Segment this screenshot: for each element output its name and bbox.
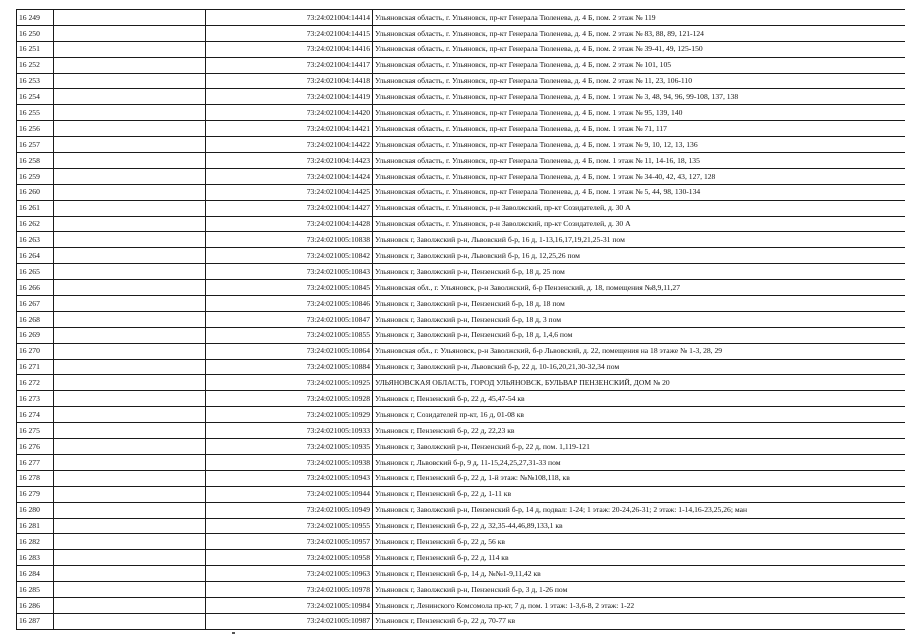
cadastral-number-cell: 73:24:021004:14416: [206, 41, 373, 57]
address-cell: Ульяновск г, Созидателей пр-кт, 16 д, 01-08 кв: [373, 407, 905, 423]
cadastral-number-cell: 73:24:021005:10855: [206, 327, 373, 343]
table-row: [17, 518, 905, 534]
cadastral-number-cell: 73:24:021005:10864: [206, 343, 373, 359]
row-number-cell: 16 251: [17, 41, 54, 57]
table-row: [17, 216, 905, 232]
cadastral-number-cell: 73:24:021005:10943: [206, 470, 373, 486]
row-number-cell: 16 260: [17, 184, 54, 200]
address-cell: Ульяновск г, Заволжский р-н, Пензенский б-р, 22 д, пом. 1,119-121: [373, 439, 905, 455]
row-number-cell: 16 277: [17, 454, 54, 470]
row-number-cell: 16 273: [17, 391, 54, 407]
empty-cell: [54, 375, 206, 391]
row-number-cell: 16 269: [17, 327, 54, 343]
row-number-cell: 16 280: [17, 502, 54, 518]
empty-cell: [54, 486, 206, 502]
address-cell: Ульяновская область, г. Ульяновск, пр-кт Генерала Тюленева, д. 4 Б, пом. 1 этаж № 9, 10, 12, 13, 136: [373, 137, 905, 153]
empty-cell: [54, 264, 206, 280]
table-row: [17, 280, 905, 296]
address-cell: Ульяновская обл., г. Ульяновск, р-н Заволжский, б-р Львовский, д. 22, помещения на 18 этаже № 1-3, 28, 29: [373, 343, 905, 359]
address-cell: Ульяновск г, Пензенский б-р, 22 д, 114 кв: [373, 550, 905, 566]
row-number-cell: 16 263: [17, 232, 54, 248]
address-cell: Ульяновская область, г. Ульяновск, пр-кт Генерала Тюленева, д. 4 Б, пом. 1 этаж № 95, 139, 140: [373, 105, 905, 121]
row-number-cell: 16 249: [17, 10, 54, 26]
address-cell: Ульяновск г, Заволжский р-н, Пензенский б-р, 18 д, 25 пом: [373, 264, 905, 280]
empty-cell: [54, 41, 206, 57]
row-number-cell: 16 279: [17, 486, 54, 502]
table-row: [17, 296, 905, 312]
table-row: [17, 343, 905, 359]
cadastral-number-cell: 73:24:021004:14420: [206, 105, 373, 121]
empty-cell: [54, 280, 206, 296]
cadastral-number-cell: 73:24:021005:10949: [206, 502, 373, 518]
table-row: [17, 264, 905, 280]
address-cell: Ульяновская область, г. Ульяновск, пр-кт Генерала Тюленева, д. 4 Б, пом. 2 этаж № 119: [373, 10, 905, 26]
address-cell: Ульяновск г, Пензенский б-р, 22 д, 1-й этаж: №№108,118, кв: [373, 470, 905, 486]
row-number-cell: 16 272: [17, 375, 54, 391]
cadastral-number-cell: 73:24:021005:10933: [206, 423, 373, 439]
row-number-cell: 16 250: [17, 25, 54, 41]
address-cell: Ульяновская область, г. Ульяновск, р-н Заволжский, пр-кт Созидателей, д. 30 А: [373, 216, 905, 232]
table-row: [17, 184, 905, 200]
row-number-cell: 16 278: [17, 470, 54, 486]
empty-cell: [54, 216, 206, 232]
row-number-cell: 16 261: [17, 200, 54, 216]
table-row: [17, 168, 905, 184]
address-cell: Ульяновск г, Львовский б-р, 9 д, 11-15,24,25,27,31-33 пом: [373, 454, 905, 470]
empty-cell: [54, 613, 206, 629]
empty-cell: [54, 184, 206, 200]
address-cell: Ульяновск г, Заволжский р-н, Львовский б-р, 16 д, 12,25,26 пом: [373, 248, 905, 264]
table-row: [17, 232, 905, 248]
register-body: [17, 10, 905, 630]
table-row: [17, 407, 905, 423]
address-cell: УЛЬЯНОВСКАЯ ОБЛАСТЬ, ГОРОД УЛЬЯНОВСК, БУЛЬВАР ПЕНЗЕНСКИЙ, ДОМ № 20: [373, 375, 905, 391]
address-cell: Ульяновск г, Пензенский б-р, 14 д, №№1-9,11,42 кв: [373, 566, 905, 582]
table-row: [17, 597, 905, 613]
address-cell: Ульяновская обл., г. Ульяновск, р-н Заволжский, б-р Пензенский, д. 18, помещения №8,9,11,27: [373, 280, 905, 296]
empty-cell: [54, 582, 206, 598]
address-cell: Ульяновск г, Пензенский б-р, 22 д, 45,47-54 кв: [373, 391, 905, 407]
empty-cell: [54, 502, 206, 518]
table-row: [17, 137, 905, 153]
row-number-cell: 16 271: [17, 359, 54, 375]
table-row: [17, 613, 905, 629]
cadastral-number-cell: 73:24:021004:14425: [206, 184, 373, 200]
row-number-cell: 16 255: [17, 105, 54, 121]
empty-cell: [54, 57, 206, 73]
cadastral-number-cell: 73:24:021004:14428: [206, 216, 373, 232]
table-row: [17, 423, 905, 439]
cadastral-number-cell: 73:24:021005:10846: [206, 296, 373, 312]
empty-cell: [54, 73, 206, 89]
cadastral-number-cell: 73:24:021005:10978: [206, 582, 373, 598]
address-cell: Ульяновская область, г. Ульяновск, пр-кт Генерала Тюленева, д. 4 Б, пом. 2 этаж № 11, 23, 106-110: [373, 73, 905, 89]
address-cell: Ульяновск г, Пензенский б-р, 22 д, 22,23 кв: [373, 423, 905, 439]
cadastral-number-cell: 73:24:021005:10944: [206, 486, 373, 502]
row-number-cell: 16 275: [17, 423, 54, 439]
empty-cell: [54, 423, 206, 439]
empty-cell: [54, 343, 206, 359]
table-row: [17, 41, 905, 57]
table-row: [17, 534, 905, 550]
address-cell: Ульяновск г, Пензенский б-р, 22 д, 32,35-44,46,89,133,1 кв: [373, 518, 905, 534]
address-cell: Ульяновская область, г. Ульяновск, пр-кт Генерала Тюленева, д. 4 Б, пом. 2 этаж № 101, 105: [373, 57, 905, 73]
row-number-cell: 16 256: [17, 121, 54, 137]
empty-cell: [54, 311, 206, 327]
empty-cell: [54, 534, 206, 550]
table-row: [17, 153, 905, 169]
empty-cell: [54, 327, 206, 343]
table-row: [17, 439, 905, 455]
address-cell: Ульяновск г, Заволжский р-н, Львовский б-р, 16 д, 1-13,16,17,19,21,25-31 пом: [373, 232, 905, 248]
empty-cell: [54, 439, 206, 455]
cadastral-number-cell: 73:24:021005:10842: [206, 248, 373, 264]
cadastral-number-cell: 73:24:021004:14418: [206, 73, 373, 89]
row-number-cell: 16 270: [17, 343, 54, 359]
cadastral-number-cell: 73:24:021005:10955: [206, 518, 373, 534]
table-row: [17, 359, 905, 375]
cadastral-number-cell: 73:24:021004:14417: [206, 57, 373, 73]
empty-cell: [54, 597, 206, 613]
table-row: [17, 391, 905, 407]
empty-cell: [54, 232, 206, 248]
empty-cell: [54, 550, 206, 566]
address-cell: Ульяновск г, Заволжский р-н, Пензенский б-р, 14 д, подвал: 1-24; 1 этаж: 20-24,26-31; 2 этаж: 1-14,16-23,25,26; ман: [373, 502, 905, 518]
address-cell: Ульяновская область, г. Ульяновск, пр-кт Генерала Тюленева, д. 4 Б, пом. 1 этаж № 71, 117: [373, 121, 905, 137]
address-cell: Ульяновск г, Пензенский б-р, 22 д, 70-77 кв: [373, 613, 905, 629]
table-row: [17, 550, 905, 566]
row-number-cell: 16 274: [17, 407, 54, 423]
row-number-cell: 16 268: [17, 311, 54, 327]
row-number-cell: 16 285: [17, 582, 54, 598]
address-cell: Ульяновск г, Заволжский р-н, Пензенский б-р, 18 д, 1,4,6 пом: [373, 327, 905, 343]
cadastral-number-cell: 73:24:021005:10843: [206, 264, 373, 280]
empty-cell: [54, 10, 206, 26]
empty-cell: [54, 407, 206, 423]
empty-cell: [54, 518, 206, 534]
row-number-cell: 16 259: [17, 168, 54, 184]
empty-cell: [54, 391, 206, 407]
row-number-cell: 16 252: [17, 57, 54, 73]
table-row: [17, 311, 905, 327]
row-number-cell: 16 284: [17, 566, 54, 582]
address-cell: Ульяновская область, г. Ульяновск, пр-кт Генерала Тюленева, д. 4 Б, пом. 1 этаж № 3, 48, 94, 96, 99-108, 137, 138: [373, 89, 905, 105]
cadastral-number-cell: 73:24:021005:10838: [206, 232, 373, 248]
table-row: [17, 121, 905, 137]
address-cell: Ульяновск г, Пензенский б-р, 22 д, 1-11 кв: [373, 486, 905, 502]
cadastral-number-cell: 73:24:021005:10987: [206, 613, 373, 629]
row-number-cell: 16 264: [17, 248, 54, 264]
row-number-cell: 16 276: [17, 439, 54, 455]
empty-cell: [54, 137, 206, 153]
empty-cell: [54, 296, 206, 312]
cadastral-number-cell: 73:24:021005:10958: [206, 550, 373, 566]
empty-cell: [54, 89, 206, 105]
empty-cell: [54, 470, 206, 486]
empty-cell: [54, 25, 206, 41]
table-row: [17, 248, 905, 264]
table-row: [17, 200, 905, 216]
address-cell: Ульяновск г, Пензенский б-р, 22 д, 56 кв: [373, 534, 905, 550]
empty-cell: [54, 454, 206, 470]
row-number-cell: 16 265: [17, 264, 54, 280]
cadastral-number-cell: 73:24:021004:14423: [206, 153, 373, 169]
table-row: [17, 582, 905, 598]
cadastral-number-cell: 73:24:021004:14422: [206, 137, 373, 153]
table-row: [17, 73, 905, 89]
cadastral-number-cell: 73:24:021004:14421: [206, 121, 373, 137]
table-row: [17, 454, 905, 470]
row-number-cell: 16 266: [17, 280, 54, 296]
cadastral-number-cell: 73:24:021005:10845: [206, 280, 373, 296]
table-row: [17, 89, 905, 105]
empty-cell: [54, 121, 206, 137]
table-row: [17, 470, 905, 486]
empty-cell: [54, 153, 206, 169]
empty-cell: [54, 200, 206, 216]
cadastral-number-cell: 73:24:021004:14414: [206, 10, 373, 26]
row-number-cell: 16 253: [17, 73, 54, 89]
table-row: [17, 375, 905, 391]
table-row: [17, 57, 905, 73]
address-cell: Ульяновская область, г. Ульяновск, пр-кт Генерала Тюленева, д. 4 Б, пом. 2 этаж № 39-41, 49, 125-150: [373, 41, 905, 57]
row-number-cell: 16 258: [17, 153, 54, 169]
table-row: [17, 105, 905, 121]
address-cell: Ульяновская область, г. Ульяновск, пр-кт Генерала Тюленева, д. 4 Б, пом. 1 этаж № 11, 14-16, 18, 135: [373, 153, 905, 169]
cadastral-number-cell: 73:24:021005:10925: [206, 375, 373, 391]
cadastral-number-cell: 73:24:021005:10928: [206, 391, 373, 407]
empty-cell: [54, 105, 206, 121]
table-row: [17, 25, 905, 41]
cadastral-number-cell: 73:24:021005:10935: [206, 439, 373, 455]
row-number-cell: 16 286: [17, 597, 54, 613]
cadastral-number-cell: 73:24:021005:10847: [206, 311, 373, 327]
table-row: [17, 566, 905, 582]
row-number-cell: 16 282: [17, 534, 54, 550]
address-cell: Ульяновск г, Заволжский р-н, Пензенский б-р, 18 д, 18 пом: [373, 296, 905, 312]
address-cell: Ульяновск г, Ленинского Комсомола пр-кт, 7 д, пом. 1 этаж: 1-3,6-8, 2 этаж: 1-22: [373, 597, 905, 613]
empty-cell: [54, 248, 206, 264]
scan-speck: [232, 632, 235, 634]
address-cell: Ульяновск г, Заволжский р-н, Пензенский б-р, 18 д, 3 пом: [373, 311, 905, 327]
cadastral-number-cell: 73:24:021005:10938: [206, 454, 373, 470]
address-cell: Ульяновская область, г. Ульяновск, р-н Заволжский, пр-кт Созидателей, д. 30 А: [373, 200, 905, 216]
table-row: [17, 10, 905, 26]
cadastral-number-cell: 73:24:021005:10884: [206, 359, 373, 375]
address-cell: Ульяновская область, г. Ульяновск, пр-кт Генерала Тюленева, д. 4 Б, пом. 2 этаж № 83, 88, 89, 121-124: [373, 25, 905, 41]
property-register-table: [16, 9, 905, 630]
empty-cell: [54, 168, 206, 184]
address-cell: Ульяновская область, г. Ульяновск, пр-кт Генерала Тюленева, д. 4 Б, пом. 1 этаж № 34-40, 42, 43, 127, 128: [373, 168, 905, 184]
row-number-cell: 16 287: [17, 613, 54, 629]
cadastral-number-cell: 73:24:021005:10963: [206, 566, 373, 582]
cadastral-number-cell: 73:24:021004:14419: [206, 89, 373, 105]
address-cell: Ульяновск г, Заволжский р-н, Львовский б-р, 22 д, 10-16,20,21,30-32,34 пом: [373, 359, 905, 375]
row-number-cell: 16 262: [17, 216, 54, 232]
cadastral-number-cell: 73:24:021005:10957: [206, 534, 373, 550]
cadastral-number-cell: 73:24:021004:14415: [206, 25, 373, 41]
row-number-cell: 16 281: [17, 518, 54, 534]
row-number-cell: 16 283: [17, 550, 54, 566]
cadastral-number-cell: 73:24:021004:14427: [206, 200, 373, 216]
address-cell: Ульяновск г, Заволжский р-н, Пензенский б-р, 3 д, 1-26 пом: [373, 582, 905, 598]
table-row: [17, 502, 905, 518]
table-row: [17, 327, 905, 343]
cadastral-number-cell: 73:24:021005:10929: [206, 407, 373, 423]
empty-cell: [54, 359, 206, 375]
empty-cell: [54, 566, 206, 582]
row-number-cell: 16 267: [17, 296, 54, 312]
cadastral-number-cell: 73:24:021004:14424: [206, 168, 373, 184]
address-cell: Ульяновская область, г. Ульяновск, пр-кт Генерала Тюленева, д. 4 Б, пом. 1 этаж № 5, 44, 98, 130-134: [373, 184, 905, 200]
row-number-cell: 16 254: [17, 89, 54, 105]
row-number-cell: 16 257: [17, 137, 54, 153]
table-row: [17, 486, 905, 502]
cadastral-number-cell: 73:24:021005:10984: [206, 597, 373, 613]
